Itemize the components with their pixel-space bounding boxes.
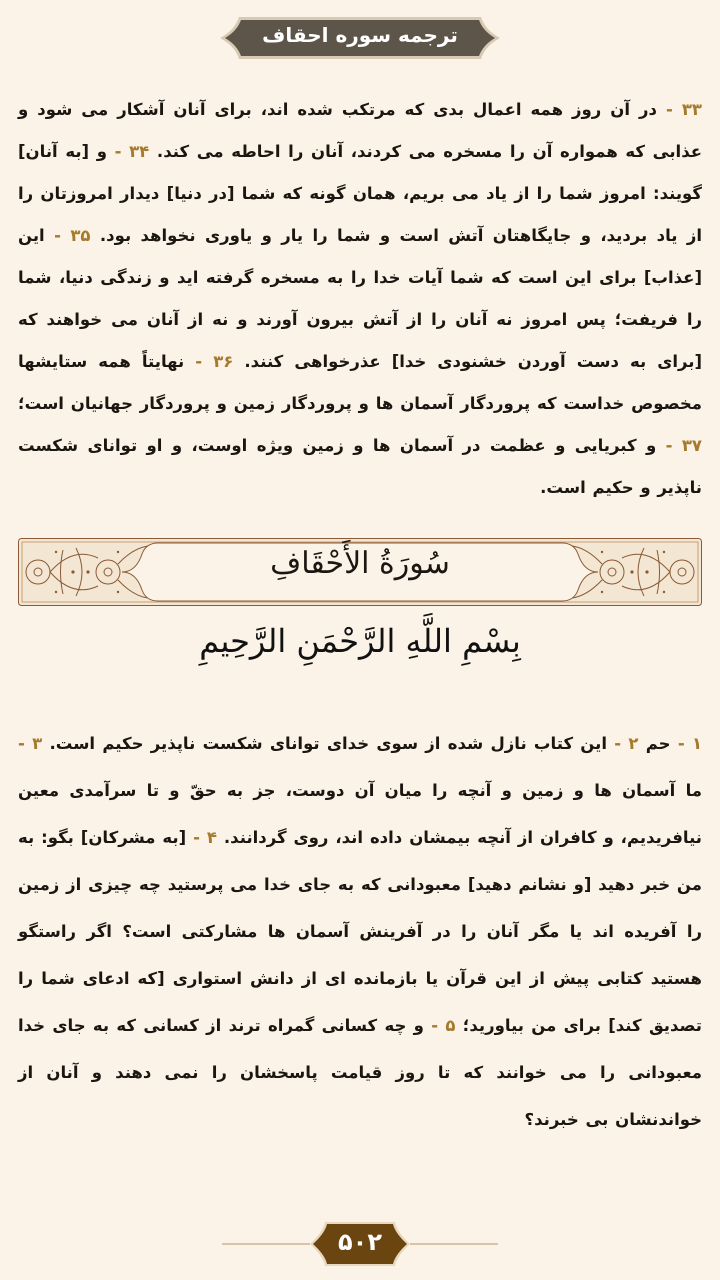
bismillah-calligraphy: بِسْمِ اللَّهِ الرَّحْمَنِ الرَّحِيمِ: [199, 622, 521, 660]
verse-number: ۳۶ -: [184, 352, 234, 371]
verse-text: و کبریایی و عظمت در آسمان ها و زمین ویژه اوست، و او توانای شکست ناپذیر و حکیم است.: [18, 436, 702, 497]
verse-text: و چه کسانی گمراه ترند از کسانی که به جای خدا معبودانی را می خوانند که تا روز قیامت پاسخشان را نمی دهند و آنان از خواندنشان بی خبرند؟: [18, 1016, 702, 1129]
previous-surah-translation: [18, 89, 702, 509]
verse-text: حم: [645, 734, 671, 753]
verse-text: ما آسمان ها و زمین و آنچه را میان آن دوست، جز به حقّ و تا سرآمدی معین نیافریدیم، و کافران از آنچه بیمشان داده اند، روی گردانند.: [18, 781, 702, 847]
verse-number: ۳ -: [18, 734, 43, 753]
verse-number: ۲ -: [607, 734, 639, 753]
verse-number: ۱ -: [670, 734, 703, 753]
verse-text: و [به آنان] گویند: امروز شما را از یاد می بریم، همان گونه که شما [در دنیا] دیدار امروزتان را از یاد بردید، و جایگاهتان آتش است و شما را یار و یاوری نخواهد بود.: [18, 142, 703, 245]
page-number: ۵۰۲: [338, 1228, 382, 1256]
footer-divider-left: [222, 1243, 310, 1245]
verse-number: ۳۳ -: [657, 100, 702, 119]
page-title: ترجمه سوره احقاف: [262, 23, 458, 47]
page-number-badge: [307, 1220, 413, 1268]
surah-header-frame: [18, 538, 702, 606]
surah-name-calligraphy: سُورَةُ الأَحْقَافِ: [270, 546, 450, 581]
verse-number: ۳۵ -: [44, 226, 91, 245]
verse-number: ۴ -: [186, 828, 217, 847]
surah-translation: [18, 720, 702, 1143]
verse-text: [به مشرکان] بگو: به من خبر دهید [و نشانم دهید] معبودانی که به جای خدا می پرستید چه چیزی از زمین را آفریده اند یا مگر آنان را در آفرینش آسمان ها مشارکتی است؟ اگر راستگو هستید کتابی پیش از این قرآن یا بازمانده ای از دانش استواری [که ادعای شما را تصدیق کند] برای من بیاورید؛: [18, 828, 702, 1035]
verse-number: ۵ -: [423, 1016, 456, 1035]
verse-text: نهایتاً همه ستایشها مخصوص خداست که پروردگار آسمان ها و پروردگار زمین و پروردگار جهانیان است؛: [18, 352, 702, 413]
verse-text: این کتاب نازل شده از سوی خدای توانای شکست ناپذیر حکیم است.: [49, 734, 607, 753]
verse-number: ۳۷ -: [656, 436, 702, 455]
verse-number: ۳۴ -: [106, 142, 150, 161]
verse-text: در آن روز همه اعمال بدی که مرتکب شده اند، برای آنان آشکار می شود و عذابی که همواره آن را مسخره می کردند، آنان را احاطه می کند.: [18, 100, 702, 161]
footer-divider-right: [410, 1243, 498, 1245]
title-banner: [217, 14, 503, 62]
page-footer: [0, 1220, 720, 1268]
verse-text: این [عذاب] برای این است که شما آیات خدا را به مسخره گرفته اید و زندگی دنیا، شما را فریفت؛ پس امروز نه آنان را از آتش بیرون آورند و نه از آنان می خواهند که [برای به دست آوردن خشنودی خدا] عذرخواهی کنند.: [18, 226, 702, 371]
